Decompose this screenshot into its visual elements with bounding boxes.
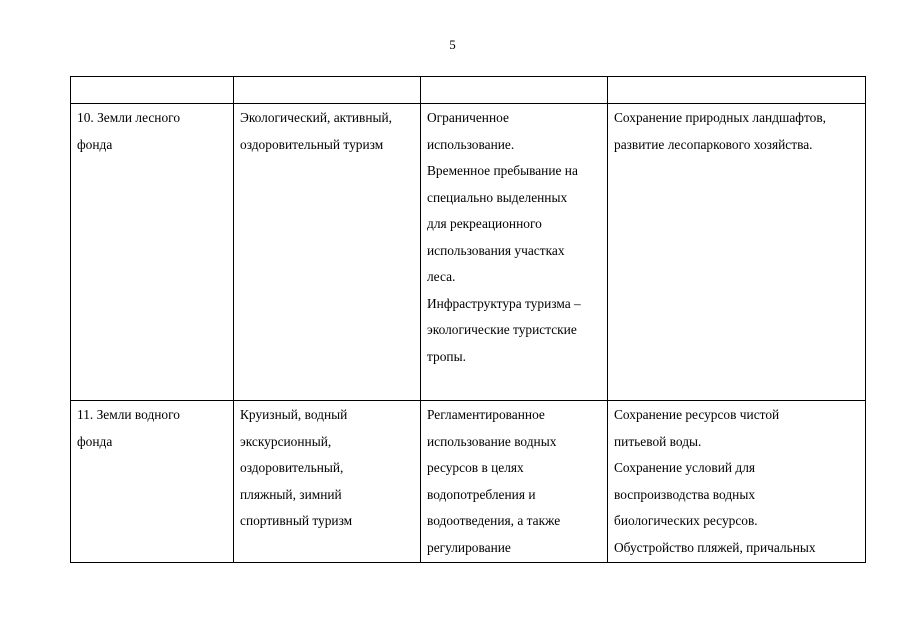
usage-mode-cell (421, 401, 608, 563)
goals-cell (608, 104, 866, 401)
cell-line: питьевой воды. (614, 433, 702, 449)
cell-line: развитие лесопаркового хозяйства. (614, 136, 813, 152)
cell-line: экскурсионный, (240, 433, 332, 449)
cell-line: оздоровительный, (240, 460, 344, 475)
cell-line: Регламентированное (427, 407, 545, 422)
usage-mode-cell (421, 104, 608, 401)
land-category-cell (71, 401, 234, 563)
cell-line: регулирование (427, 539, 511, 555)
cell-line: Круизный, водный (240, 407, 348, 422)
goals-cell (608, 401, 866, 563)
cell-line: тропы. (427, 348, 466, 364)
table-row (71, 104, 866, 401)
cell-line: спортивный туризм (240, 513, 353, 528)
cell-line: Ограниченное (427, 110, 509, 125)
table-row (71, 401, 866, 563)
table-header-row (71, 77, 866, 104)
cell-line: использование водных (427, 433, 557, 449)
cell-line: биологических ресурсов. (614, 513, 758, 528)
cell-line: Сохранение ресурсов чистой (614, 407, 780, 422)
cell-line: Сохранение природных ландшафтов, (614, 110, 826, 125)
cell-line: пляжный, зимний (240, 486, 342, 502)
cell-line: фонда (77, 433, 113, 449)
cell-line: использование. (427, 136, 515, 152)
cell-line: фонда (77, 136, 113, 152)
land-use-table (70, 76, 866, 563)
cell-line: для рекреационного (427, 216, 542, 231)
cell-line: Инфраструктура туризма – (427, 295, 581, 311)
header-cell (71, 77, 234, 104)
cell-line: 10. Земли лесного (77, 110, 181, 125)
cell-line: специально выделенных (427, 189, 568, 205)
cell-line: использования участках (427, 242, 565, 258)
page-number: 5 (449, 37, 456, 52)
tourism-type-cell (234, 104, 421, 401)
cell-line: водопотребления и (427, 486, 536, 502)
cell-line: водоотведения, а также (427, 513, 561, 528)
header-cell (421, 77, 608, 104)
cell-line: леса. (427, 269, 456, 284)
header-cell (234, 77, 421, 104)
cell-line: Временное пребывание на (427, 163, 578, 178)
cell-line: Сохранение условий для (614, 460, 756, 475)
cell-line: экологические туристские (427, 322, 577, 337)
cell-line: оздоровительный туризм (240, 136, 384, 152)
land-category-cell (71, 104, 234, 401)
cell-line: ресурсов в целях (427, 460, 524, 475)
cell-line: Экологический, активный, (240, 110, 392, 125)
cell-line: Обустройство пляжей, причальных (614, 539, 816, 555)
cell-line: воспроизводства водных (614, 486, 756, 502)
tourism-type-cell (234, 401, 421, 563)
header-cell (608, 77, 866, 104)
cell-line: 11. Земли водного (77, 407, 180, 422)
